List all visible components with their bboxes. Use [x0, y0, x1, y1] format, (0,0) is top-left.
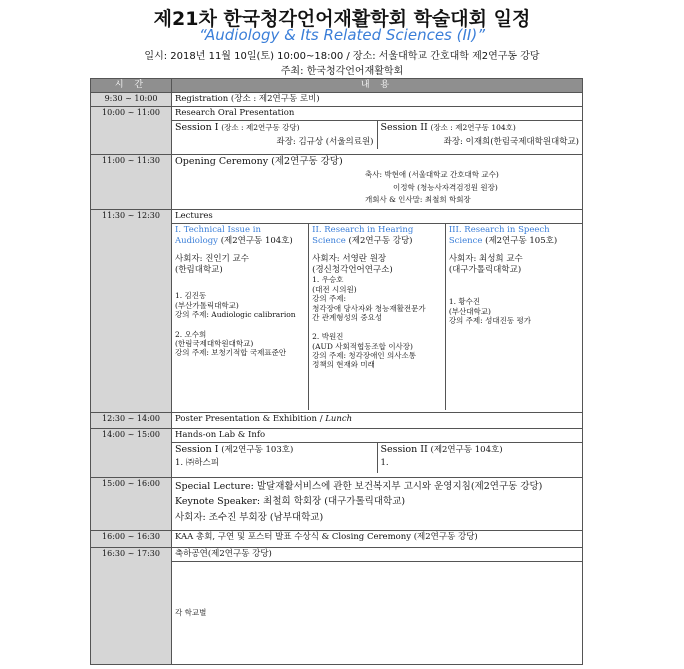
time-cell: 15:00 ~ 16:00: [91, 478, 172, 531]
lecture-chair-org: (경신청각언어연구소): [312, 264, 393, 275]
page-subtitle: “Audiology & Its Related Sciences (II)”: [199, 26, 485, 44]
lunch-text: Lunch: [325, 414, 353, 425]
col-time-header: 시 간: [91, 79, 172, 93]
presenter: 2. 박원진: [312, 332, 344, 342]
lecture-place: (제2연구동 강당): [348, 235, 413, 246]
section-title: Research Oral Presentation: [175, 108, 295, 119]
lecture-cell: [309, 223, 446, 410]
time-cell: 11:00 ~ 11:30: [91, 155, 172, 210]
session-place: (장소 : 제2연구동 강당): [221, 122, 300, 132]
time-cell: 10:00 ~ 11:00: [91, 107, 172, 155]
time-cell: 9:30 ~ 10:00: [91, 93, 172, 107]
presenter-topic: 정책의 현재와 미래: [312, 360, 375, 370]
presenter-topic: 간 관계형성의 중요성: [312, 312, 383, 322]
lecture-chair: 사회자: 진인기 교수: [175, 254, 249, 265]
presenter-org: (한림국제대학원대학교): [175, 338, 254, 348]
session-cell: [377, 442, 582, 473]
table-row: [91, 548, 583, 665]
content-cell: [172, 478, 583, 531]
session-chair: 좌장: 김규상 (서울의료원): [276, 136, 374, 147]
lecture-heading: Science: [448, 235, 483, 246]
presenter-topic: 청각장애 당사자와 청능재활전문가: [312, 303, 426, 313]
section-title: Opening Ceremony (제2연구동 강당): [175, 156, 343, 168]
content-cell: Registration (장소 : 제2연구동 로비): [172, 93, 583, 107]
presenter-org: (대전 시의원): [312, 284, 357, 294]
session-chair: 좌장: 이재희(한림국제대학원대학교): [443, 136, 579, 147]
presenter: 1. 우승호: [312, 275, 344, 285]
session-item: 1. ㈜하스피: [175, 457, 219, 468]
presenter: 2. 오수희: [175, 329, 207, 339]
event-host: 주최: 한국청각언어재활학회: [280, 66, 404, 77]
lecture-heading: III. Research in Speech: [448, 224, 550, 235]
session-item: 1.: [380, 457, 389, 468]
lecture-cell: [172, 223, 309, 410]
lecture-grid: [172, 223, 582, 410]
lecture-chair: 사회자: 최성희 교수: [448, 254, 523, 265]
content-cell: KAA 총회, 구연 및 포스터 발표 수상식 & Closing Ceremony (제2연구동 강당): [172, 531, 583, 548]
keynote-speaker: Keynote Speaker: 최철희 학회장 (대구가톨릭대학교): [175, 496, 406, 508]
presenter: 1. 김진동: [175, 291, 207, 301]
lecture-chair-org: (한림대학교): [175, 264, 223, 275]
section-title: Hands-on Lab & Info: [175, 430, 266, 441]
lecture-chair-org: (대구가톨릭대학교): [448, 264, 522, 275]
page-title: 제21차 한국청각언어재활학회 학술대회 일정: [153, 8, 531, 30]
performance-note: 각 학교별: [175, 607, 207, 617]
session-label: Session II: [380, 443, 428, 455]
section-title: Lectures: [175, 211, 213, 222]
table-header-row: [91, 79, 583, 93]
content-cell: [172, 210, 583, 413]
table-row: [91, 413, 583, 429]
presenter-org: (AUD 사회적협동조합 이사장): [312, 341, 413, 351]
session-label: Session I: [175, 121, 219, 133]
lecture-heading: II. Research in Hearing: [312, 224, 414, 235]
table-row: [91, 155, 583, 210]
time-cell: 16:30 ~ 17:30: [91, 548, 172, 665]
table-row: [91, 210, 583, 413]
session-label: Session I: [175, 443, 219, 455]
session-place: (장소 : 제2연구동 104호): [430, 122, 516, 132]
presenter-topic: 강의 주제: 청각장애인 의사소통: [312, 351, 417, 360]
table-row: [91, 107, 583, 155]
presenter-org: (부산대학교): [448, 306, 491, 316]
section-title: 축하공연(제2연구동 강당): [172, 548, 582, 562]
lecture-heading: Science: [312, 235, 346, 246]
presenter: 1. 황수진: [448, 297, 481, 307]
schedule-table: [90, 78, 583, 665]
time-cell: 16:00 ~ 16:30: [91, 531, 172, 548]
presenter-topic: 강의 주제:: [312, 294, 347, 304]
lecture-heading: Audiology: [175, 235, 218, 246]
special-lecture: Special Lecture: 발달재활서비스에 관한 보건복지부 고시와 운영지침(제2연구동 강당): [175, 481, 543, 493]
content-cell: [172, 155, 583, 210]
speech-line: 개회사 & 인사말: 최철희 학회장: [365, 194, 471, 204]
lecture-place: (제2연구동 104호): [220, 235, 293, 246]
poster-text: Poster Presentation & Exhibition /: [175, 414, 326, 425]
lecture-place: (제2연구동 105호): [485, 235, 558, 246]
event-info: 일시: 2018년 11월 10일(토) 10:00~18:00 / 장소: 서울대학교 간호대학 제2연구동 강당: [144, 51, 540, 62]
session-place: (제2연구동 103호): [221, 444, 294, 455]
table-row: [91, 93, 583, 107]
content-cell: [172, 413, 583, 429]
col-content-header: 내 용: [172, 79, 583, 93]
session-cell: [172, 120, 377, 149]
content-cell: [172, 107, 583, 155]
time-cell: 11:30 ~ 12:30: [91, 210, 172, 413]
content-cell: [172, 429, 583, 478]
lecture-chair: 사회자: 서영란 원장: [312, 254, 387, 265]
presenter-topic: 강의 주제: 성대진동 평가: [448, 316, 531, 326]
time-cell: 14:00 ~ 15:00: [91, 429, 172, 478]
session-place: (제2연구동 104호): [430, 444, 503, 455]
session-grid: [172, 120, 582, 149]
table-row: [91, 478, 583, 531]
session-cell: [377, 120, 582, 149]
speech-line: 축사: 박현애 (서울대학교 간호대학 교수): [365, 170, 499, 180]
speech-line: 이정학 (청능사자격검정원 원장): [393, 182, 498, 192]
lecture-cell: [445, 223, 582, 410]
session-grid: [172, 442, 582, 473]
table-row: [91, 531, 583, 548]
presenter-topic: 강의 주제: 보청기적합 국제표준안: [175, 348, 287, 358]
moderator: 사회자: 조수진 부회장 (남부대학교): [175, 511, 324, 523]
lecture-heading: I. Technical Issue in: [175, 224, 261, 235]
session-label: Session II: [380, 121, 428, 133]
session-cell: [172, 442, 377, 473]
content-cell: [172, 548, 583, 665]
presenter-org: (부산가톨릭대학교): [175, 300, 239, 310]
time-cell: 12:30 ~ 14:00: [91, 413, 172, 429]
table-row: [91, 429, 583, 478]
presenter-topic: 강의 주제: Audiologic calibrarion: [175, 310, 296, 320]
